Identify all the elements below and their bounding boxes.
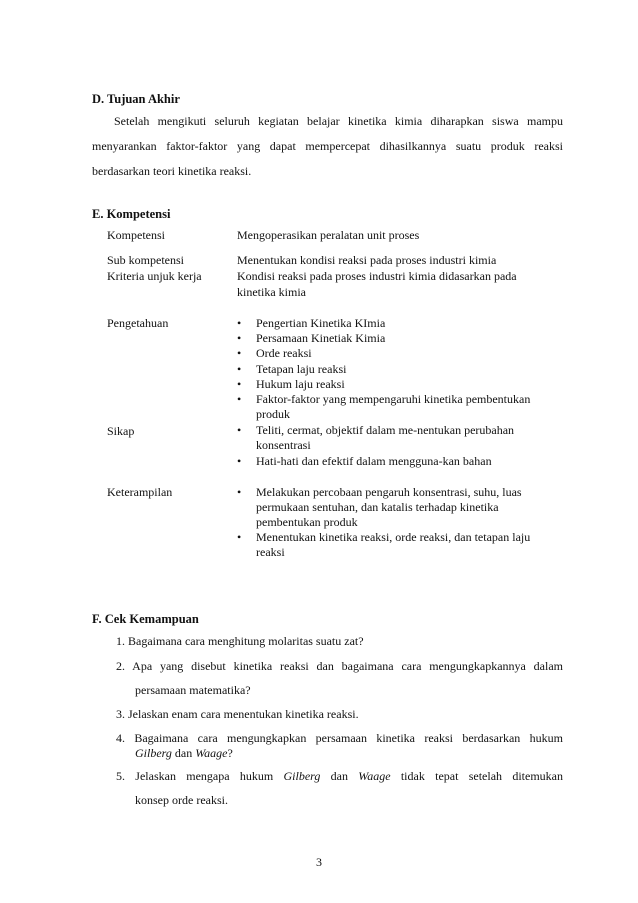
list-item-text: Tetapan laju reaksi	[256, 362, 347, 376]
list-item-text: Faktor-faktor yang mempengaruhi kinetika pembentukan	[256, 392, 531, 406]
list-item-text: Hati-hati dan efektif dalam mengguna-kan bahan	[256, 454, 492, 468]
kompetensi-label: Kompetensi	[107, 228, 165, 242]
term-gilberg: Gilberg	[135, 746, 172, 760]
question-5-prefix: 5. Jelaskan mengapa hukum	[116, 769, 284, 783]
list-item-text: reaksi	[256, 545, 285, 559]
question-3: 3. Jelaskan enam cara menentukan kinetika reaksi.	[116, 707, 359, 721]
question-2-line1: 2. Apa yang disebut kinetika reaksi dan bagaimana cara mengungkapkannya dalam	[116, 659, 563, 673]
bullet-icon: •	[237, 362, 242, 376]
section-d-paragraph-line3: berdasarkan teori kinetika reaksi.	[92, 164, 252, 178]
term-waage: Waage	[195, 746, 228, 760]
bullet-icon: •	[237, 485, 242, 499]
sikap-label: Sikap	[107, 424, 135, 438]
section-e-heading: E. Kompetensi	[92, 207, 171, 221]
keterampilan-label: Keterampilan	[107, 485, 173, 499]
bullet-icon: •	[237, 346, 242, 360]
bullet-icon: •	[237, 331, 242, 345]
term-gilberg: Gilberg	[283, 769, 321, 783]
bullet-icon: •	[237, 377, 242, 391]
section-d-heading: D. Tujuan Akhir	[92, 92, 180, 106]
question-2-line2: persamaan matematika?	[135, 683, 251, 697]
list-item-text: konsentrasi	[256, 438, 311, 452]
list-item-text: Persamaan Kinetiak Kimia	[256, 331, 386, 345]
list-item-text: pembentukan produk	[256, 515, 358, 529]
conjunction: dan	[320, 769, 359, 783]
question-4-line1: 4. Bagaimana cara mengungkapkan persamaan kinetika reaksi berdasarkan hukum	[116, 731, 563, 745]
sub-kompetensi-label: Sub kompetensi	[107, 253, 184, 267]
bullet-icon: •	[237, 530, 242, 544]
kriteria-value-line1: Kondisi reaksi pada proses industri kimia didasarkan pada	[237, 269, 517, 283]
page-number: 3	[316, 855, 322, 869]
conjunction: dan	[171, 746, 196, 760]
section-f-heading: F. Cek Kemampuan	[92, 612, 199, 626]
bullet-icon: •	[237, 392, 242, 406]
question-5-line1	[116, 768, 563, 784]
term-waage: Waage	[358, 769, 391, 783]
list-item-text: Menentukan kinetika reaksi, orde reaksi, dan tetapan laju	[256, 530, 531, 544]
list-item-text: permukaan sentuhan, dan katalis terhadap kinetika	[256, 500, 499, 514]
kompetensi-value: Mengoperasikan peralatan unit proses	[237, 228, 420, 242]
kriteria-value-line2: kinetika kimia	[237, 285, 306, 299]
bullet-icon: •	[237, 316, 242, 330]
pengetahuan-label: Pengetahuan	[107, 316, 169, 330]
bullet-icon: •	[237, 423, 242, 437]
section-d-paragraph-line2: menyarankan faktor-faktor yang dapat mempercepat dihasilkannya suatu produk reaksi	[92, 139, 563, 153]
list-item-text: produk	[256, 407, 290, 421]
bullet-icon: •	[237, 454, 242, 468]
list-item-text: Pengertian Kinetika KImia	[256, 316, 386, 330]
list-item-text: Hukum laju reaksi	[256, 377, 345, 391]
question-4-line2	[135, 745, 233, 761]
question-mark: ?	[227, 746, 233, 760]
sub-kompetensi-value: Menentukan kondisi reaksi pada proses industri kimia	[237, 253, 497, 267]
question-1: 1. Bagaimana cara menghitung molaritas suatu zat?	[116, 634, 364, 648]
question-5-suffix: tidak tepat setelah ditemukan	[390, 769, 563, 783]
list-item-text: Melakukan percobaan pengaruh konsentrasi, suhu, luas	[256, 485, 522, 499]
kriteria-label: Kriteria unjuk kerja	[107, 269, 202, 283]
question-5-line2: konsep orde reaksi.	[135, 793, 228, 807]
section-d-paragraph-line1: Setelah mengikuti seluruh kegiatan belajar kinetika kimia diharapkan siswa mampu	[114, 114, 563, 128]
list-item-text: Teliti, cermat, objektif dalam me-nentukan perubahan	[256, 423, 515, 437]
list-item-text: Orde reaksi	[256, 346, 312, 360]
